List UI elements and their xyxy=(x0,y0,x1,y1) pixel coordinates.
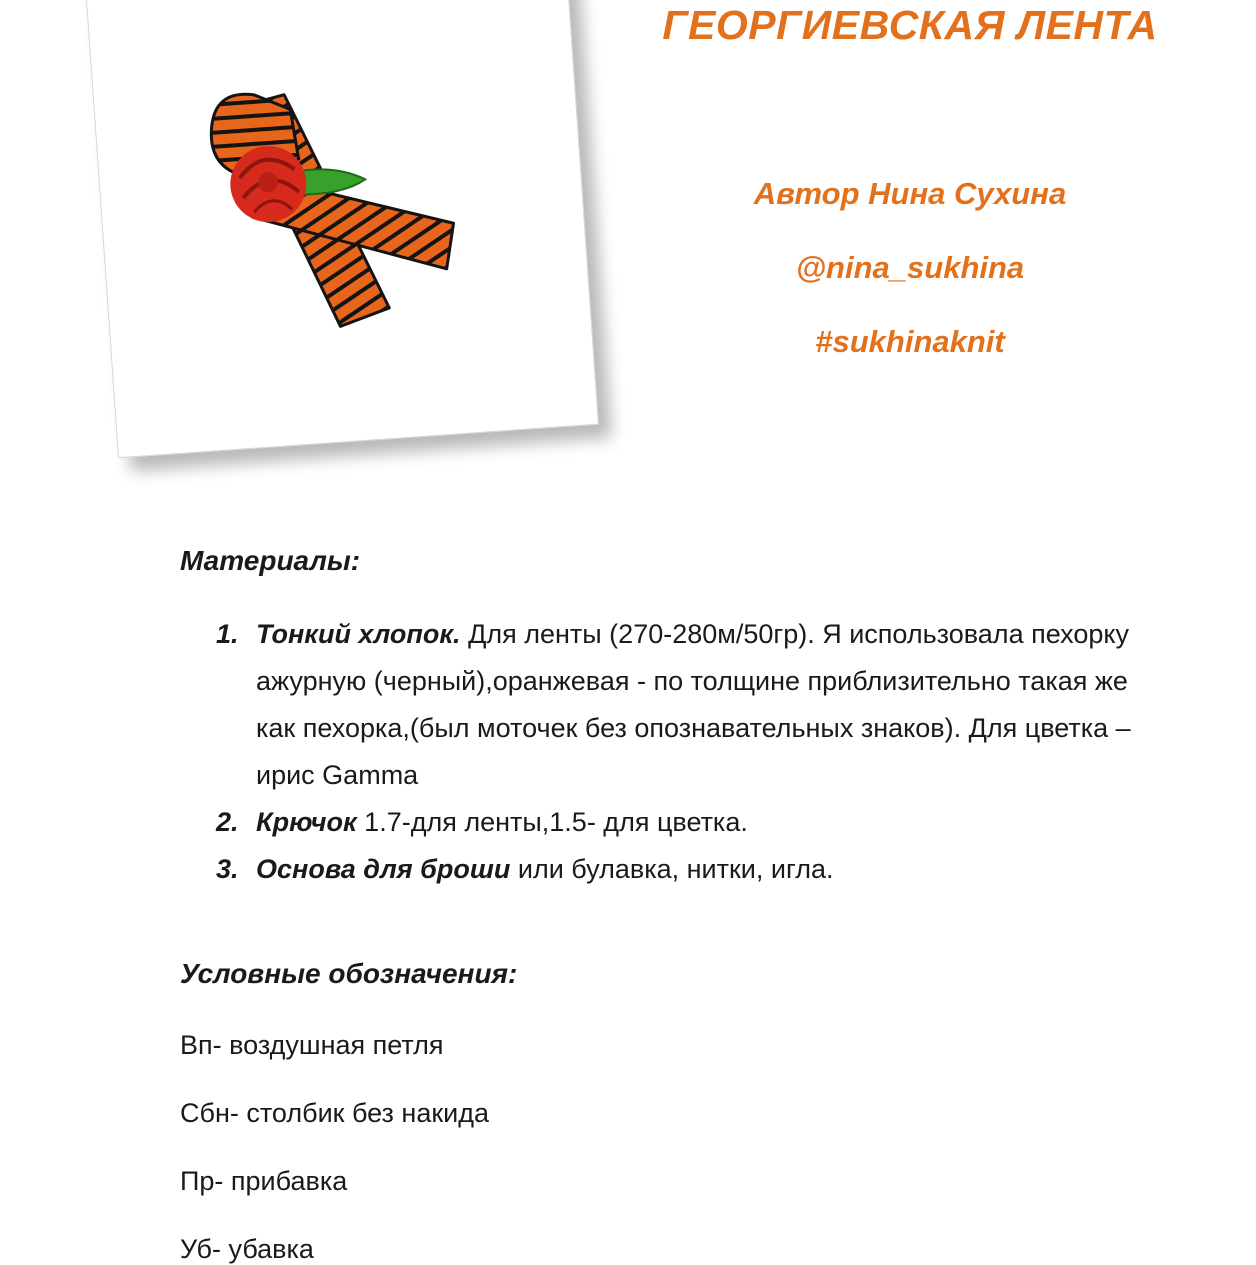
symbols-heading: Условные обозначения: xyxy=(180,958,518,989)
list-item-lead: Тонкий хлопок. xyxy=(256,619,461,649)
list-item-lead: Основа для броши xyxy=(256,854,511,884)
materials-list xyxy=(216,611,1156,893)
list-item-text: Для ленты (270-280м/50гр). Я использовала пехорку ажурную (черный),оранжевая - по толщине приблизительно такая же как пехорка,(был моточек без опознавательных знаков). Для цветка – ирис Gamma xyxy=(256,619,1131,790)
list-item-text: 1.7-для ленты,1.5- для цветка. xyxy=(356,807,748,837)
list-item-text: или булавка, нитки, игла. xyxy=(510,854,834,884)
author-handle: @nina_sukhina xyxy=(795,250,1025,285)
symbol-item: Сбн- столбик без накида xyxy=(180,1098,490,1128)
list-number: 2. xyxy=(216,807,239,837)
symbol-item: Пр- прибавка xyxy=(180,1166,348,1196)
symbol-item: Вп- воздушная петля xyxy=(180,1030,444,1060)
ribbon-photo xyxy=(83,0,599,458)
list-item xyxy=(216,846,1156,893)
list-item xyxy=(216,611,1156,799)
list-number: 1. xyxy=(216,619,239,649)
list-item xyxy=(216,799,1156,846)
materials-heading: Материалы: xyxy=(180,545,361,576)
page-title: ГЕОРГИЕВСКАЯ ЛЕНТА xyxy=(662,2,1158,48)
crochet-ribbon-icon xyxy=(172,50,514,392)
author-name: Автор Нина Сухина xyxy=(753,176,1067,211)
symbol-item: Уб- убавка xyxy=(180,1234,314,1264)
list-item-lead: Крючок xyxy=(256,807,357,837)
author-hashtag: #sukhinaknit xyxy=(815,324,1005,359)
list-number: 3. xyxy=(216,854,239,884)
